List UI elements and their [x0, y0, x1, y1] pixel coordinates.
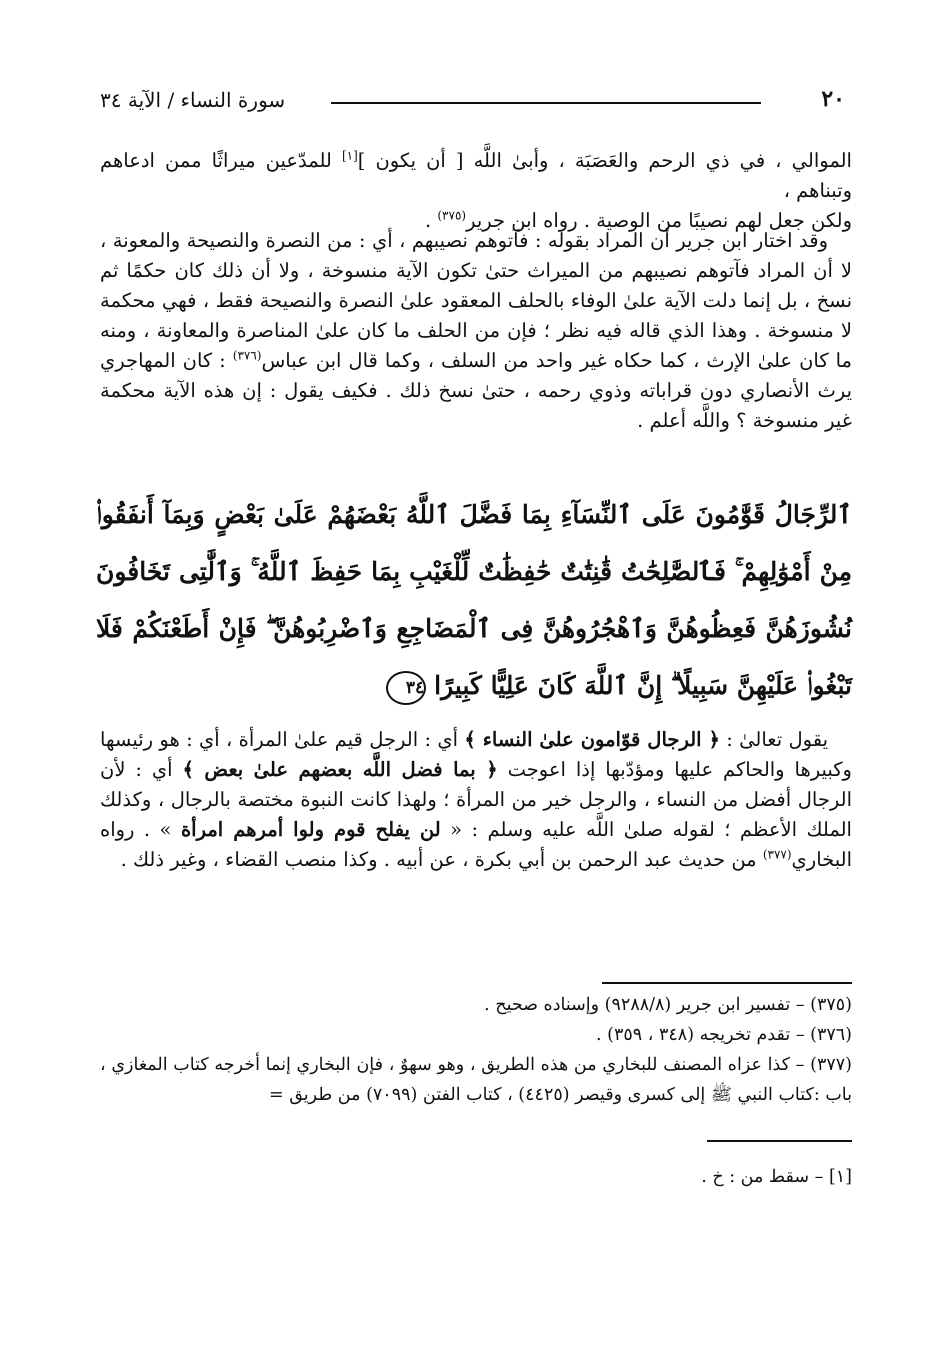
quran-verse-text: ٱلرِّجَالُ قَوَّٰمُونَ عَلَى ٱلنِّسَآءِ بِمَا فَضَّلَ ٱللَّهُ بَعْضَهُمْ عَلَىٰ بَعْضٍ وَبِمَآ أَنفَقُوا۟ مِنْ أَمْوَٰلِهِمْ ۚ فَٱلصَّٰلِحَٰتُ قَٰنِتَٰتٌ حَٰفِظَٰتٌ لِّلْغَيْبِ بِمَا حَفِظَ ٱللَّهُ ۚ وَٱلَّٰتِى تَخَافُونَ نُشُوزَهُنَّ فَعِظُوهُنَّ وَٱهْجُرُوهُنَّ فِى ٱلْمَضَاجِعِ وَٱضْرِبُوهُنَّ ۖ فَإِنْ أَطَعْنَكُمْ فَلَا تَبْغُوا۟ عَلَيْهِنَّ سَبِيلًا ۗ إِنَّ ٱللَّهَ كَانَ عَلِيًّا كَبِيرًا — [96, 500, 852, 700]
text-segment: أي : الرجل قيم علىٰ المرأة ، أي : هو رئيسها وكبيرها والحاكم عليها ومؤدّبها إذا اعوجت — [100, 728, 852, 781]
header-rule — [331, 102, 761, 104]
text-segment: من حديث عبد الرحمن بن أبي بكرة ، عن أبيه . وكذا منصب القضاء ، وغير ذلك . — [120, 848, 763, 871]
text-segment: الموالي ، في ذي الرحم والعَصَبَة ، وأبىٰ اللَّه [ أن يكون ] — [357, 149, 852, 172]
text-segment: ولكن جعل لهم نصيبًا من الوصية . رواه ابن جرير — [466, 209, 852, 232]
text-segment: وقد اختار ابن جرير أن المراد بقوله : فآتوهم نصيبهم ، أي : من النصرة والنصيحة والمعونة ، لا أن المراد فآتوهم نصيبهم من الميراث حتىٰ تكون الآية منسوخة ، ولا أن ذلك كان حكمًا ثم نسخ ، بل إنما دلت الآية علىٰ الوفاء بالحلف المعقود علىٰ النصرة والنصيحة فقط ، فهي محكمة لا منسوخة . وهذا الذي قاله فيه نظر ؛ فإن من الحلف ما كان علىٰ المناصرة والمعاونة ، ومنه ما كان علىٰ الإرث ، كما حكاه غير واحد من السلف ، وكما قال ابن عباس — [100, 229, 852, 372]
running-title: سورة النساء / الآية ٣٤ — [100, 88, 286, 112]
page-number: ٢٠ — [821, 86, 845, 112]
footnote-1: [١] – سقط من : خ . — [701, 1167, 852, 1187]
quote-2: ﴿ بما فضل اللَّه بعضهم علىٰ بعض ﴾ — [182, 758, 498, 781]
footnote-rule-secondary — [707, 1140, 852, 1142]
footnote-ref-377: (٣٧٧) — [762, 847, 792, 862]
footnote-ref-376: (٣٧٦) — [232, 348, 262, 363]
text-segment: » . رواه البخاري — [100, 818, 852, 871]
text-segment: يقول تعالىٰ : — [719, 728, 829, 751]
footnotes — [100, 990, 852, 1110]
paragraph-1 — [100, 146, 852, 236]
footnote-375: (٣٧٥) – تفسير ابن جرير (٩٢٨٨/٨) وإسناده صحيح . — [484, 995, 852, 1015]
page-header — [100, 86, 853, 120]
hadith-quote: لن يفلح قوم ولوا أمرهم امرأة — [180, 818, 441, 841]
footnote-ref-375: (٣٧٥) — [437, 208, 467, 223]
text-segment: . — [424, 209, 438, 232]
footnote-377: (٣٧٧) – كذا عزاه المصنف للبخاري من هذه الطريق ، وهو سهوٌ ، فإن البخاري إنما أخرجه كتاب المغازي ، باب :كتاب النبي ﷺ إلى كسرى وقيصر (٤٤٢٥) ، كتاب الفتن (٧٠٩٩) من طريق = — [100, 1055, 852, 1105]
paragraph-4 — [100, 725, 852, 875]
quran-verse-block — [96, 486, 852, 714]
paragraph-1-line-1 — [100, 146, 852, 206]
text-segment: للمدّعين ميراثًا ممن ادعاهم وتبناهم ، — [100, 149, 852, 202]
text-segment: : كان المهاجري يرث الأنصاري دون قراباته وذوي رحمه ، حتىٰ نسخ ذلك . فكيف يقول : إن هذه الآية محكمة غير منسوخة ؟ واللَّه أعلم . — [100, 349, 852, 432]
footnote-rule — [602, 982, 852, 984]
ayah-number-marker: ٣٤ — [386, 671, 426, 705]
quote-1: ﴿ الرجال قوّامون علىٰ النساء ﴾ — [464, 728, 720, 751]
footnote-ref-1: [١] — [341, 148, 358, 163]
text-segment: أي : لأن الرجال أفضل من النساء ، والرجل خير من المرأة ؛ ولهذا كانت النبوة مختصة بالرجال ، وكذلك الملك الأعظم ؛ لقوله صلىٰ اللَّه عليه وسلم : « — [100, 758, 852, 841]
paragraph-2 — [100, 226, 852, 436]
footnote-376: (٣٧٦) – تقدم تخريجه (٣٤٨ ، ٣٥٩) . — [596, 1025, 852, 1045]
